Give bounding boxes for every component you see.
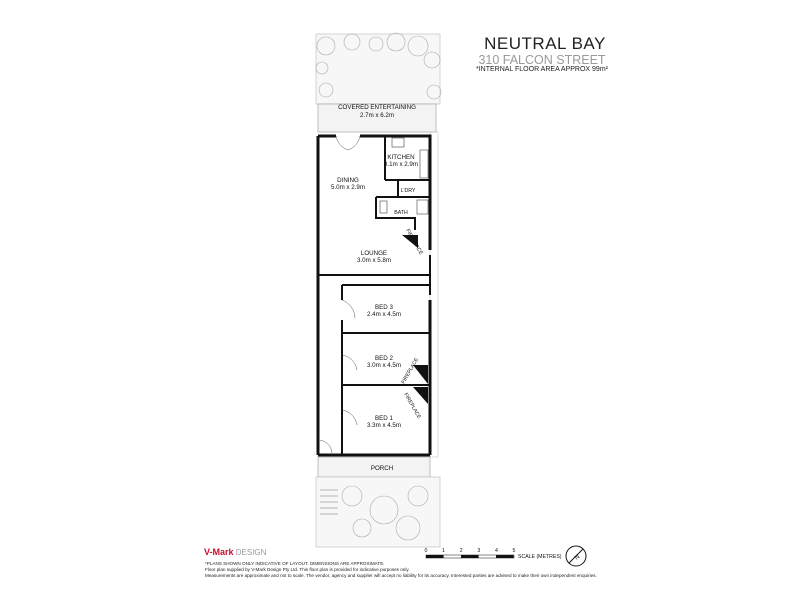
room-size: 5.0m x 2.9m bbox=[330, 184, 366, 191]
room-name: L'DRY bbox=[400, 188, 416, 194]
property-suburb: NEUTRAL BAY bbox=[484, 34, 606, 53]
room-size: 3.1m x 2.9m bbox=[383, 161, 419, 168]
room-size: 3.3m x 4.5m bbox=[366, 422, 402, 429]
room-name: FIREPLACE bbox=[400, 357, 421, 385]
brand-logo bbox=[204, 547, 266, 557]
front-garden bbox=[316, 477, 440, 547]
room-size: 3.0m x 4.5m bbox=[366, 362, 402, 369]
room-name: BED 1 bbox=[375, 415, 393, 422]
scale-tick-label: 5 bbox=[512, 548, 516, 554]
brand-name: V-Mark bbox=[204, 547, 234, 557]
room-name: BATH bbox=[394, 210, 408, 216]
scale-tick-label: 0 bbox=[424, 548, 428, 554]
scale-tick-label: 3 bbox=[477, 548, 481, 554]
north-label: N bbox=[573, 553, 582, 562]
room-name: COVERED ENTERTAINING bbox=[338, 104, 416, 111]
room-size: 2.4m x 4.5m bbox=[366, 311, 402, 318]
scale-bar bbox=[425, 548, 562, 560]
floor-area: *INTERNAL FLOOR AREA APPROX 99m² bbox=[475, 66, 608, 73]
disclaimer-line: *PLANS SHOWN ONLY INDICATIVE OF LAYOUT. DIMENSIONS ARE APPROXIMATE. bbox=[205, 561, 385, 566]
covered-entertaining-area bbox=[318, 104, 436, 132]
room-name: DINING bbox=[337, 177, 359, 184]
room-name: FIREPLACE bbox=[404, 228, 424, 256]
disclaimer-line: Measurements are approximate and not to scale. The vendor, agency and supplier will accept no liability for its accuracy. Interested parties are advised to make their own independent enquiries. bbox=[205, 573, 597, 578]
scale-tick-label: 4 bbox=[494, 548, 498, 554]
room-name: BED 3 bbox=[375, 304, 393, 311]
scale-label: SCALE (METRES) bbox=[518, 554, 562, 560]
fixtures bbox=[380, 138, 428, 214]
room-size: 3.0m x 5.8m bbox=[356, 257, 392, 264]
disclaimer-line: Floor plan supplied by V-Mark Design Pty Ltd. This floor plan is provided for indicative purposes only. bbox=[205, 567, 410, 572]
room-name: PORCH bbox=[370, 465, 394, 472]
room-name: BED 2 bbox=[375, 355, 393, 362]
room-name: LOUNGE bbox=[360, 250, 388, 257]
property-address: 310 FALCON STREET bbox=[478, 53, 606, 67]
scale-tick-label: 1 bbox=[442, 548, 446, 554]
room-name: KITCHEN bbox=[387, 154, 415, 161]
room-name: FIREPLACE bbox=[402, 392, 422, 420]
scale-tick-label: 2 bbox=[459, 548, 463, 554]
brand-sub: DESIGN bbox=[235, 548, 267, 557]
rear-garden bbox=[316, 33, 441, 104]
porch-area bbox=[318, 457, 430, 477]
room-size: 2.7m x 6.2m bbox=[359, 112, 395, 119]
